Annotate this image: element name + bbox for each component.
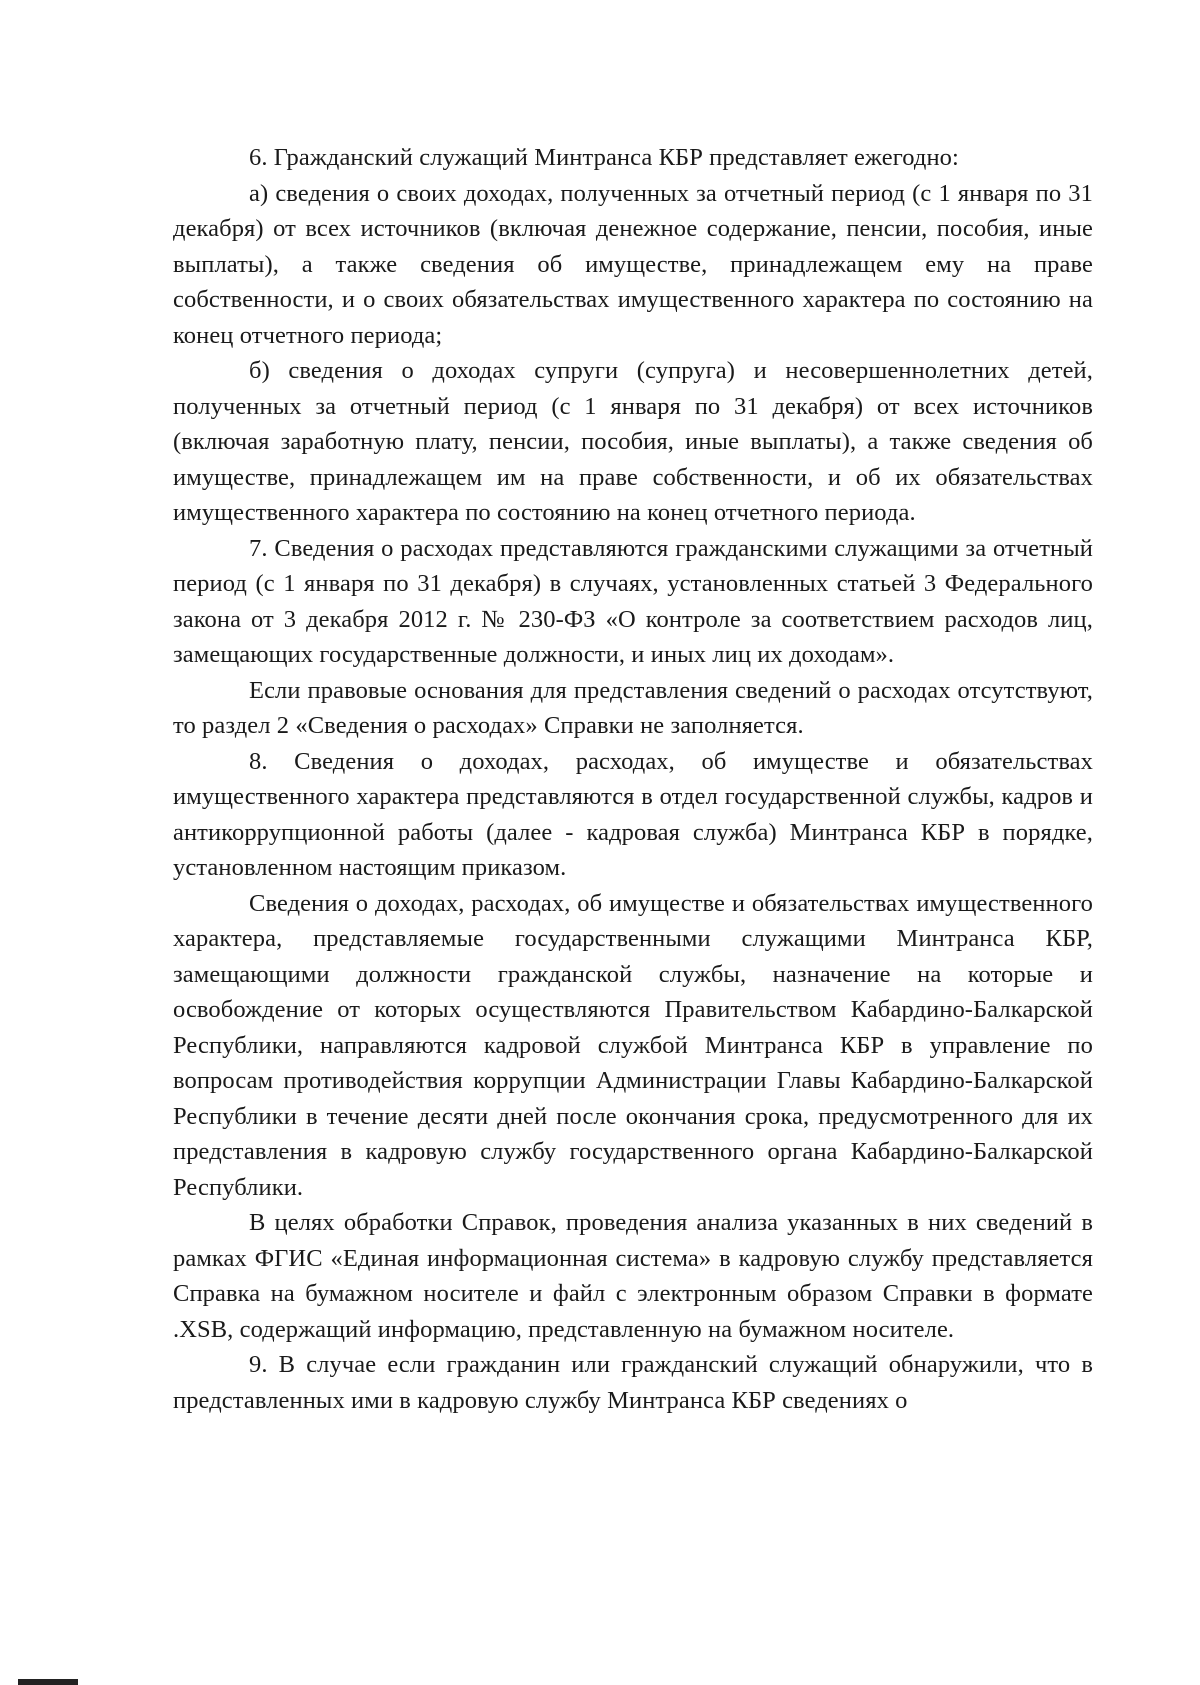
paragraph-9: 9. В случае если гражданин или гражданский служащий обнаружили, что в представленных ими в кадровую службу Минтранса КБР сведениях о xyxy=(173,1351,1093,1414)
document-page xyxy=(173,140,1093,1418)
scan-edge-mark xyxy=(18,1679,78,1685)
paragraph-6-heading: 6. Гражданский служащий Минтранса КБР представляет ежегодно: xyxy=(249,144,959,171)
paragraph-6a: а) сведения о своих доходах, полученных за отчетный период (с 1 января по 31 декабря) от всех источников (включая денежное содержание, пенсии, пособия, иные выплаты), а также сведения об имуществе, принадлежащем ему на праве собственности, и о своих обязательствах имущественного характера по состоянию на конец отчетного периода; xyxy=(173,179,1093,349)
paragraph-8: 8. Сведения о доходах, расходах, об имуществе и обязательствах имущественного характера представляются в отдел государственной службы, кадров и антикоррупционной работы (далее - кадровая служба) Минтранса КБР в порядке, установленном настоящим приказом. xyxy=(173,747,1093,881)
paragraph-7: 7. Сведения о расходах представляются гражданскими служащими за отчетный период (с 1 января по 31 декабря) в случаях, установленных статьей 3 Федерального закона от 3 декабря 2012 г. № 230-ФЗ «О контроле за соответствием расходов лиц, замещающих государственные должности, и иных лиц их доходам». xyxy=(173,534,1093,668)
paragraph-8-details: Сведения о доходах, расходах, об имуществе и обязательствах имущественного характера, представляемые государственными служащими Минтранса КБР, замещающими должности гражданской службы, назначение на которые и освобождение от которых осуществляются Правительством Кабардино-Балкарской Республики, направляются кадровой службой Минтранса КБР в управление по вопросам противодействия коррупции Администрации Главы Кабардино-Балкарской Республики в течение десяти дней после окончания срока, предусмотренного для их представления в кадровую службу государственного органа Кабардино-Балкарской Республики. xyxy=(173,889,1093,1201)
paragraph-7-note: Если правовые основания для представления сведений о расходах отсутствуют, то раздел 2 «Сведения о расходах» Справки не заполняется. xyxy=(173,676,1093,739)
paragraph-8-processing: В целях обработки Справок, проведения анализа указанных в них сведений в рамках ФГИС «Единая информационная система» в кадровую службу представляется Справка на бумажном носителе и файл с электронным образом Справки в формате .XSB, содержащий информацию, представленную на бумажном носителе. xyxy=(173,1209,1093,1343)
paragraph-6b: б) сведения о доходах супруги (супруга) и несовершеннолетних детей, полученных за отчетный период (с 1 января по 31 декабря) от всех источников (включая заработную плату, пенсии, пособия, иные выплаты), а также сведения об имуществе, принадлежащем им на праве собственности, и об их обязательствах имущественного характера по состоянию на конец отчетного периода. xyxy=(173,357,1093,526)
